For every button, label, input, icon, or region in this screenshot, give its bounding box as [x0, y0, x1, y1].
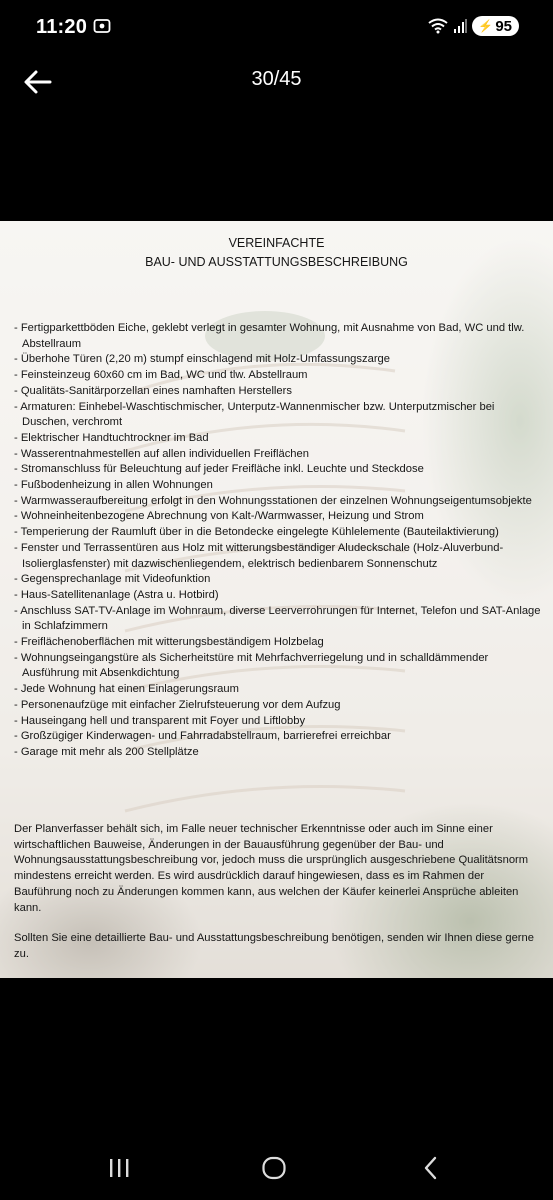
- list-item: - Armaturen: Einhebel-Waschtischmischer, Unterputz-Wannenmischer bzw. Unterputzmischer bei Duschen, verchromt: [14, 400, 495, 429]
- home-icon[interactable]: [259, 1154, 289, 1182]
- feature-list: [14, 321, 544, 761]
- status-bar: [0, 0, 553, 54]
- list-item: - Haus-Satellitenanlage (Astra u. Hotbird): [14, 588, 219, 601]
- recent-apps-icon[interactable]: [104, 1154, 134, 1182]
- list-item: - Fenster und Terrassentüren aus Holz mit witterungsbeständiger Aludeckschale (Holz-Aluverbund-Isolierglasfenster) mit dazwischenliegendem, elektrisch bedienbarem Sonnenschutz: [14, 541, 504, 570]
- list-item: - Fußbodenheizung in allen Wohnungen: [14, 479, 213, 492]
- list-item: - Gegensprechanlage mit Videofunktion: [14, 573, 211, 586]
- title-line-1: VEREINFACHTE: [228, 236, 325, 250]
- battery-level: 95: [495, 17, 512, 35]
- title-line-2: BAU- UND AUSSTATTUNGSBESCHREIBUNG: [145, 255, 408, 269]
- list-item: - Temperierung der Raumluft über in die Betondecke eingelegte Kühlelemente (Bauteilaktivierung): [14, 526, 499, 539]
- list-item: - Jede Wohnung hat einen Einlagerungsraum: [14, 683, 239, 696]
- signal-icon: [453, 18, 467, 34]
- list-item: - Warmwasseraufbereitung erfolgt in den Wohnungsstationen der einzelnen Wohnungseigentumsobjekte: [14, 494, 532, 507]
- list-item: - Wohneinheitenbezogene Abrechnung von Kalt-/Warmwasser, Heizung und Strom: [14, 510, 424, 523]
- list-item: - Überhohe Türen (2,20 m) stumpf einschlagend mit Holz-Umfassungszarge: [14, 353, 390, 366]
- status-icons: [428, 15, 519, 37]
- document-page: [0, 221, 553, 978]
- contact-paragraph: Sollten Sie eine detaillierte Bau- und Ausstattungsbeschreibung benötigen, senden wir Ihnen diese gerne zu.: [14, 932, 534, 960]
- list-item: - Wohnungseingangstüre als Sicherheitstüre mit Mehrfachverriegelung und in schalldämmender Ausführung mit Absenkdichtung: [14, 651, 489, 680]
- list-item: - Personenaufzüge mit einfacher Zielrufsteuerung vor dem Aufzug: [14, 698, 341, 711]
- battery-charging-icon: ⚡: [478, 19, 494, 33]
- list-item: - Garage mit mehr als 200 Stellplätze: [14, 745, 199, 758]
- list-item: - Elektrischer Handtuchtrockner im Bad: [14, 431, 209, 444]
- screen-record-icon: [93, 17, 111, 35]
- wifi-icon: [428, 18, 448, 34]
- system-nav-bar: [0, 1140, 553, 1196]
- document-title: [0, 234, 553, 272]
- document-photo[interactable]: [0, 221, 553, 978]
- status-time: 11:20: [36, 16, 88, 38]
- battery-indicator: [472, 16, 519, 36]
- list-item: - Anschluss SAT-TV-Anlage im Wohnraum, diverse Leerverrohrungen für Internet, Telefon und SAT-Anlage in Schlafzimmern: [14, 604, 541, 633]
- back-icon[interactable]: [416, 1154, 446, 1182]
- list-item: - Wasserentnahmestellen auf allen individuellen Freiflächen: [14, 447, 309, 460]
- page-counter: 30/45: [251, 68, 302, 90]
- viewer-header: [0, 54, 553, 110]
- list-item: - Feinsteinzeug 60x60 cm im Bad, WC und tlw. Abstellraum: [14, 369, 308, 382]
- list-item: - Großzügiger Kinderwagen- und Fahrradabstellraum, barrierefrei erreichbar: [14, 730, 391, 743]
- list-item: - Fertigparkettböden Eiche, geklebt verlegt in gesamter Wohnung, mit Ausnahme von Bad, WC und tlw. Abstellraum: [14, 322, 525, 350]
- list-item: - Stromanschluss für Beleuchtung auf jeder Freifläche inkl. Leuchte und Steckdose: [14, 463, 424, 476]
- list-item: - Qualitäts-Sanitärporzellan eines namhaften Herstellers: [14, 384, 292, 397]
- disclaimer-paragraph: Der Planverfasser behält sich, im Falle neuer technischer Erkenntnisse oder auch im Sinne einer wirtschaftlichen Bauweise, Änderungen in der Bauausführung gegenüber der Bau- und Wohnungsausstattungsbeschreibung vor, jedoch muss die ursprünglich ausgeschriebene Qualitätsnorm mindestens erreicht werden. Es wird ausdrücklich darauf hingewiesen, dass es im Rahmen der Bauführung noch zu Änderungen kommen kann, aus welchen der Käufer keinerlei Ansprüche ableiten kann.: [14, 823, 529, 914]
- list-item: - Freiflächenoberflächen mit witterungsbeständigem Holzbelag: [14, 636, 324, 649]
- list-item: - Hauseingang hell und transparent mit Foyer und Liftlobby: [14, 714, 306, 727]
